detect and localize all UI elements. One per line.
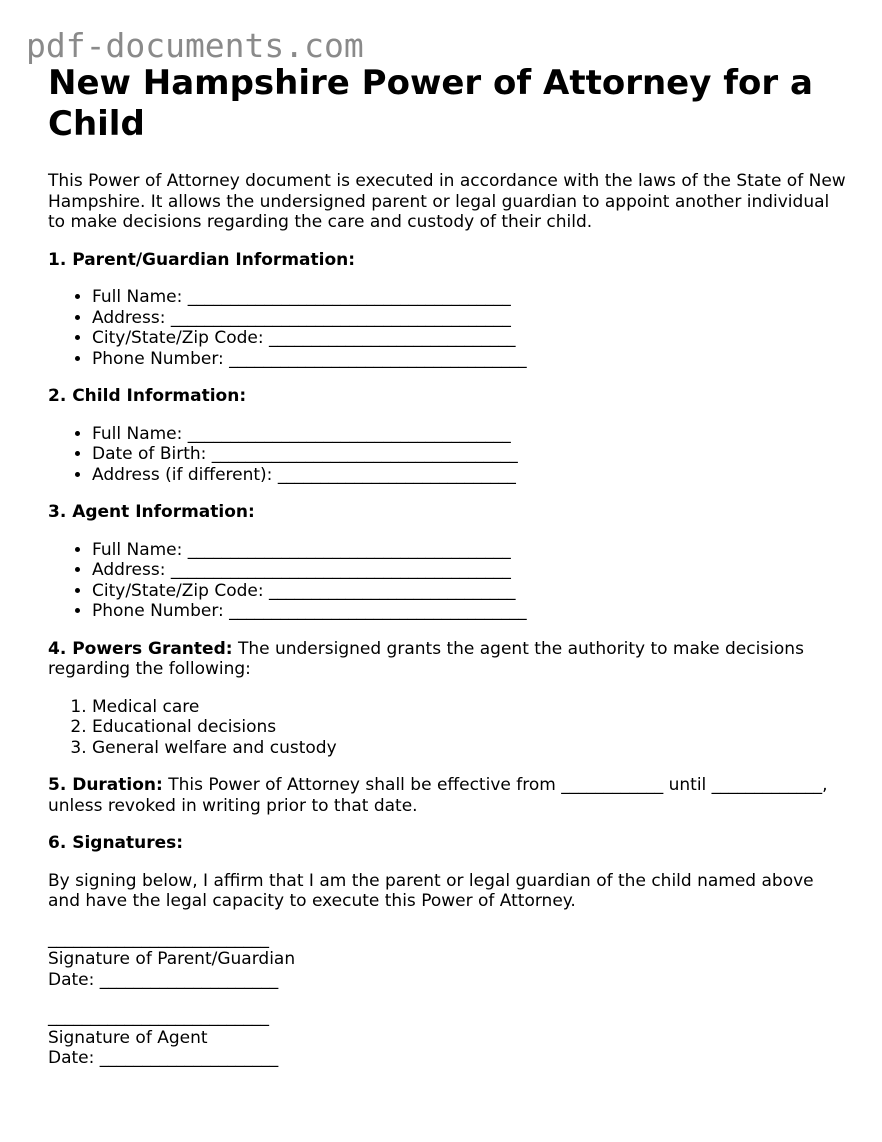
document-title: New Hampshire Power of Attorney for a Child (48, 63, 813, 144)
document-page (48, 63, 848, 1069)
powers-granted-text: The undersigned grants the agent the authority to make decisions regarding the following: (48, 638, 804, 679)
agent-signature-block (48, 1007, 848, 1069)
duration-text[interactable]: This Power of Attorney shall be effective from ____________ until _____________, unless revoked in writing prior to that date. (48, 775, 828, 816)
parent-signature-line[interactable]: __________________________ (48, 928, 269, 949)
section-2-heading: 2. Child Information: (48, 386, 247, 406)
child-address-field[interactable]: • Address (if different): ____________________________ (92, 465, 848, 486)
parent-city-state-zip-field[interactable]: • City/State/Zip Code: _____________________________ (92, 328, 848, 349)
parent-phone-field[interactable]: • Phone Number: ___________________________________ (92, 349, 848, 370)
power-item: 1. Medical care (92, 697, 848, 718)
intro-paragraph: This Power of Attorney document is executed in accordance with the laws of the State of New Hampshire. It allows the undersigned parent or legal guardian to appoint another individual to make decisions regarding the care and custody of their child. (48, 171, 846, 232)
agent-info-list (48, 540, 848, 622)
parent-signature-block (48, 929, 848, 991)
child-info-list (48, 424, 848, 486)
agent-full-name-field[interactable]: • Full Name: ______________________________________ (92, 540, 848, 561)
power-item: 2. Educational decisions (92, 717, 848, 738)
duration-paragraph (48, 775, 848, 816)
watermark: pdf-documents.com (26, 26, 364, 65)
agent-signature-label: Signature of Agent (48, 1027, 208, 1048)
section-6-heading: 6. Signatures: (48, 833, 184, 853)
agent-signature-line[interactable]: __________________________ (48, 1007, 269, 1027)
powers-granted-paragraph (48, 639, 848, 680)
agent-phone-field[interactable]: • Phone Number: ___________________________________ (92, 601, 848, 622)
parent-signature-label: Signature of Parent/Guardian (48, 949, 296, 969)
power-item: 3. General welfare and custody (92, 738, 848, 759)
section-5-heading: 5. Duration: (48, 775, 163, 795)
section-3-heading: 3. Agent Information: (48, 502, 255, 522)
agent-city-state-zip-field[interactable]: • City/State/Zip Code: _____________________________ (92, 581, 848, 602)
parent-address-field[interactable]: • Address: ________________________________________ (92, 308, 848, 329)
child-dob-field[interactable]: • Date of Birth: ____________________________________ (92, 444, 848, 465)
section-4-heading: 4. Powers Granted: (48, 638, 233, 659)
parent-info-list (48, 287, 848, 369)
parent-full-name-field[interactable]: • Full Name: ______________________________________ (92, 287, 848, 308)
agent-address-field[interactable]: • Address: ________________________________________ (92, 560, 848, 581)
child-full-name-field[interactable]: • Full Name: ______________________________________ (92, 424, 848, 445)
agent-signature-date[interactable]: Date: _____________________ (48, 1048, 279, 1068)
parent-signature-date[interactable]: Date: _____________________ (48, 969, 279, 990)
section-1-heading: 1. Parent/Guardian Information: (48, 249, 356, 270)
signatures-paragraph: By signing below, I affirm that I am the parent or legal guardian of the child named above and have the legal capacity to execute this Power of Attorney. (48, 870, 814, 911)
powers-list (48, 697, 848, 759)
